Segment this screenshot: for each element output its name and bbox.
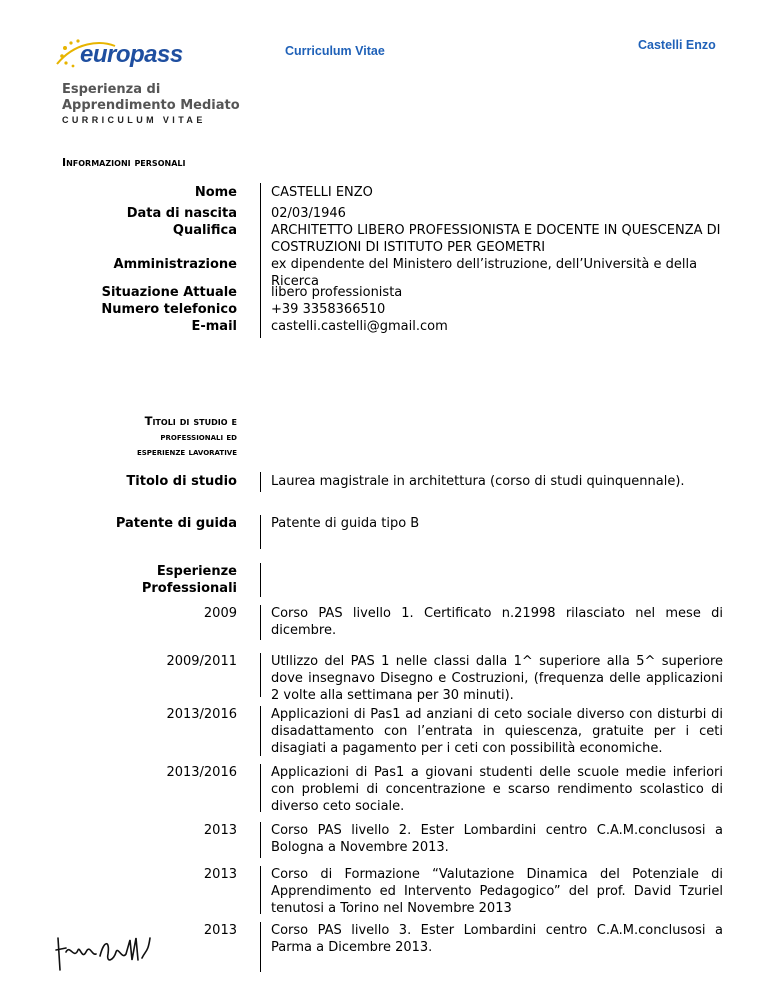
value-birth: 02/03/1946 xyxy=(271,206,346,221)
experience-text: Corso PAS livello 1. Certificato n.21998 rilasciato nel mese di dicembre. xyxy=(271,606,723,638)
divider-line xyxy=(260,653,261,697)
section-titles xyxy=(47,414,237,460)
value-name: CASTELLI ENZO xyxy=(271,185,373,200)
signature-image xyxy=(52,930,162,980)
label-email: E-mail xyxy=(191,319,237,334)
logo-text: europass xyxy=(80,41,183,68)
experience-year: 2013 xyxy=(203,823,237,838)
divider-line xyxy=(260,183,261,338)
experience-year: 2013/2016 xyxy=(166,707,237,722)
experience-text: Corso di Formazione “Valutazione Dinamica del Potenziale di Apprendimento ed Intervento Pedagogico” del prof. David Tzuriel tenutosi a Torino nel Novembre 2013 xyxy=(271,867,723,916)
experience-title-1: Esperienze xyxy=(156,564,237,579)
divider-line xyxy=(260,866,261,914)
stars-icon xyxy=(60,39,79,67)
experience-text: Applicazioni di Pas1 ad anziani di ceto sociale diverso con disturbi di disadattamento con l’entrata in quiescenza, gratuite per i ceti disagiati a pagamento per i ceti con possibilità economiche. xyxy=(271,707,723,756)
divider-line xyxy=(260,515,261,549)
experience-year: 2013/2016 xyxy=(166,765,237,780)
experience-year: 2013 xyxy=(203,867,237,882)
value-email: castelli.castelli@gmail.com xyxy=(271,319,448,334)
experience-year: 2009 xyxy=(203,606,237,621)
divider-line xyxy=(260,605,261,640)
cv-subtitle: CURRICULUM VITAE xyxy=(62,115,206,125)
section-title: Informazioni personali xyxy=(62,156,186,169)
value-status: libero professionista xyxy=(271,285,403,300)
label-status: Situazione Attuale xyxy=(101,285,237,300)
value-administration: ex dipendente del Ministero dell’istruzione, dell’Università e della Ricerca xyxy=(271,257,698,289)
divider-line xyxy=(260,563,261,597)
value-qualification: ARCHITETTO LIBERO PROFESSIONISTA E DOCENTE IN QUESCENZA DI COSTRUZIONI DI ISTITUTO PER GEOMETRI xyxy=(271,223,721,255)
section-title-line-1: Titoli di studio e xyxy=(144,414,237,428)
author-name: Castelli Enzo xyxy=(638,38,716,52)
label-phone: Numero telefonico xyxy=(101,302,237,317)
section-title-line-3: esperienze lavorative xyxy=(136,447,237,458)
document-title: Curriculum Vitae xyxy=(285,44,385,58)
label-qualification: Qualifica xyxy=(172,223,237,238)
experience-text: Corso PAS livello 2. Ester Lombardini centro C.A.M.conclusosi a Bologna a Novembre 2013. xyxy=(271,823,723,855)
organization-name: Esperienza di Apprendimento Mediato xyxy=(62,82,240,113)
label-name: Nome xyxy=(194,185,237,200)
section-title-line-2: professionali ed xyxy=(160,432,237,443)
label-birth: Data di nascita xyxy=(126,206,237,221)
value-study: Laurea magistrale in architettura (corso di studi quinquennale). xyxy=(271,474,685,489)
label-administration: Amministrazione xyxy=(113,257,237,272)
value-phone: +39 3358366510 xyxy=(271,302,386,317)
divider-line xyxy=(260,764,261,812)
divider-line xyxy=(260,472,261,492)
experience-year: 2013 xyxy=(203,923,237,938)
experience-title-2: Professionali xyxy=(141,581,237,596)
section-personal-info xyxy=(62,156,262,169)
experience-text: Applicazioni di Pas1 a giovani studenti delle scuole medie inferiori con problemi di concentrazione e scarso rendimento scolastico di diverso ceto sociale. xyxy=(271,765,723,814)
divider-line xyxy=(260,822,261,858)
experience-year: 2009/2011 xyxy=(166,654,237,669)
value-license: Patente di guida tipo B xyxy=(271,516,420,531)
experience-text: Corso PAS livello 3. Ester Lombardini centro C.A.M.conclusosi a Parma a Dicembre 2013. xyxy=(271,923,723,955)
experience-text: Utllizzo del PAS 1 nelle classi dalla 1^ superiore alla 5^ superiore dove insegnavo Disegno e Costruzioni, (frequenza delle applicazioni 2 volte alla settimana per 30 minuti). xyxy=(271,654,723,703)
label-license: Patente di guida xyxy=(115,516,237,531)
divider-line xyxy=(260,922,261,972)
label-study: Titolo di studio xyxy=(126,474,237,489)
experience-heading xyxy=(47,563,237,597)
divider-line xyxy=(260,706,261,756)
